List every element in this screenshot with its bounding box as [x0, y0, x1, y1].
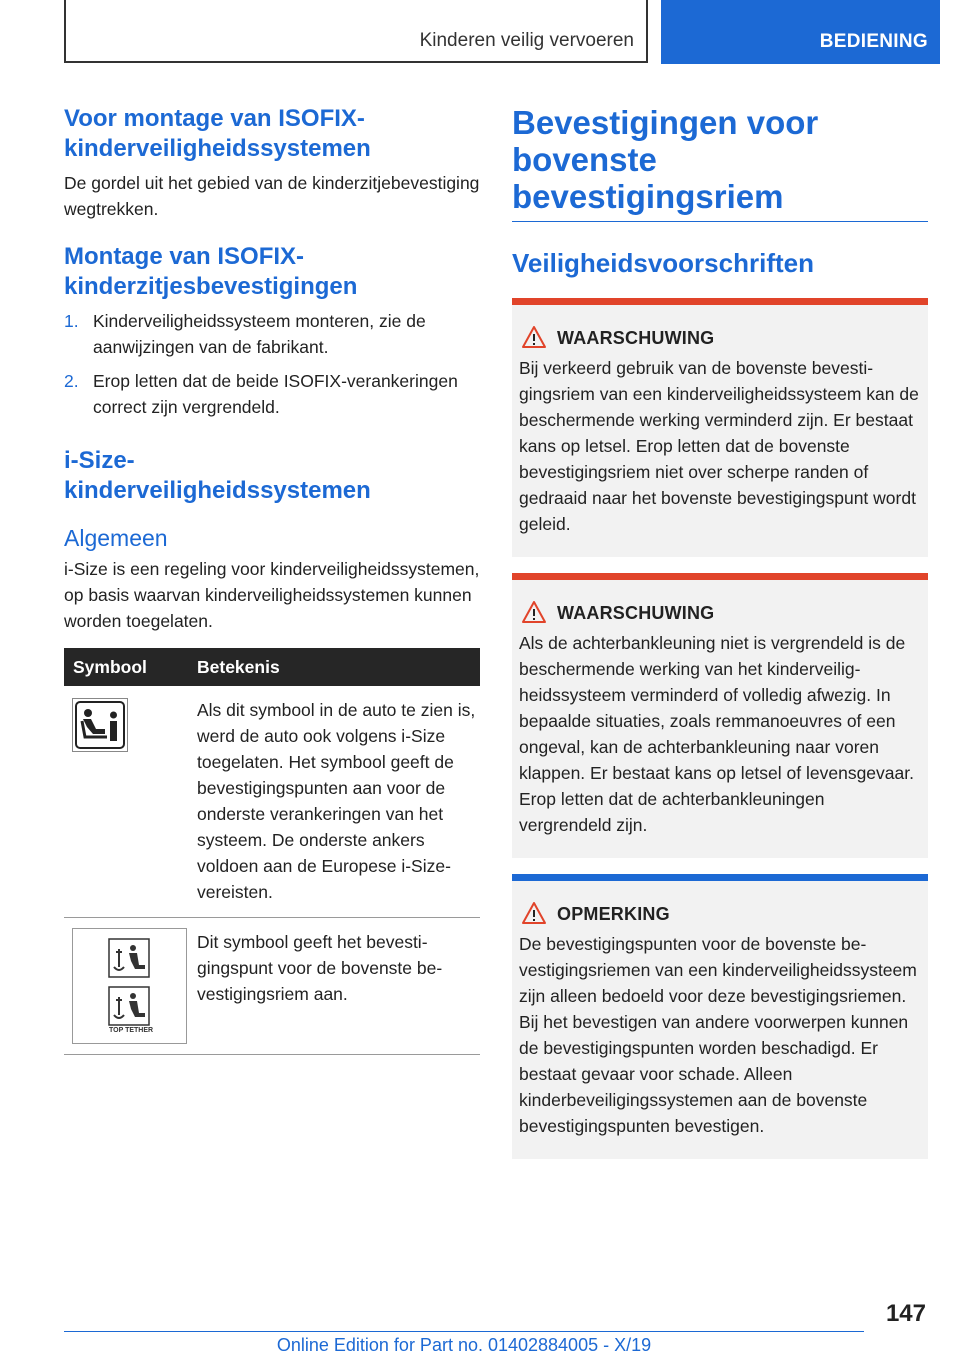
table-cell-meaning: Als dit symbool in de auto te zien is, werd de auto ook volgens i-Size toegelaten. Het symbool geeft de bevestigingspunten aan voor de onderste verankeringen van het systeem. De onderste ankers voldoen aan de Europese i-Size-vereisten.	[197, 700, 476, 902]
left-column	[64, 104, 480, 1055]
warning-triangle-icon	[521, 600, 547, 629]
callout-text: Bij verkeerd gebruik van de bovenste bevestigingsriem van een kinderveiligheidssysteem kan de beschermende werking verminderd zijn. Er bestaat kans op letsel. Erop letten dat de bovenste bevestigingsriem niet over scherpe randen of gedraaid naar het bovenste bevestigingspunt wordt geleid.	[519, 358, 919, 534]
chapter-tab-label: BEDIENING	[819, 31, 928, 52]
callout-label: OPMERKING	[557, 904, 670, 924]
callout-label: WAARSCHUWING	[557, 328, 715, 348]
right-column	[512, 104, 928, 1175]
step-text: Kinderveiligheidssysteem monteren, zie de aanwijzingen van de fabrikant.	[93, 311, 426, 357]
heading-general: Algemeen	[64, 525, 168, 551]
para-general: i-Size is een regeling voor kinderveiligheidssystemen, op basis waarvan kinderveiligheidssystemen kunnen worden toegelaten.	[64, 559, 480, 631]
table-cell-symbol	[64, 918, 188, 1044]
step-text: Erop letten dat de beide ISOFIX-verankeringen correct zijn vergrendeld.	[93, 371, 458, 417]
list-item	[64, 308, 480, 360]
callout-title	[512, 325, 928, 351]
callout-label: WAARSCHUWING	[557, 603, 715, 623]
top-tether-label: TOP TETHER	[109, 1027, 154, 1034]
col-header-meaning: Betekenis	[197, 657, 280, 677]
para-before-mount: De gordel uit het gebied van de kinderzitjebevestiging wegtrekken.	[64, 173, 480, 219]
step-number: 2.	[64, 371, 79, 391]
main-heading: Bevestigingen voor bovenste bevestigingsriem	[512, 104, 928, 222]
footer-divider	[64, 1331, 864, 1332]
symbol-table	[64, 648, 480, 1055]
table-row	[64, 918, 480, 1055]
page-number: 147	[885, 1300, 926, 1327]
mount-steps	[64, 308, 480, 420]
heading-before-mount: Voor montage van ISOFIX-kinderveiligheidssystemen	[64, 105, 371, 162]
list-item	[64, 368, 480, 420]
step-number: 1.	[64, 311, 79, 331]
warning-callout	[512, 573, 928, 858]
table-row	[64, 686, 480, 918]
table-cell-meaning: Dit symbool geeft het bevestigingspunt voor de bovenste bevestigingsriem aan.	[197, 932, 443, 1004]
header-section-box	[64, 0, 648, 63]
heading-mount: Montage van ISOFIX-kinderzitjesbevestigingen	[64, 243, 358, 300]
chapter-tab[interactable]	[661, 0, 940, 64]
col-header-symbol: Symbool	[73, 657, 147, 677]
note-callout	[512, 874, 928, 1159]
callout-text: Als de achterbankleuning niet is vergrendeld is de beschermende werking van het kinderveiligheidssysteem verminderd of volledig afwezig. In bepaalde situaties, zoals remmanoeuvres of een ongeval, kan de achterbankleuning naar voren klappen. Er bestaat kans op letsel of levensgevaar. Erop letten dat de achterbankleuningen vergrendeld zijn.	[519, 633, 914, 835]
heading-safety: Veiligheidsvoorschriften	[512, 248, 814, 278]
callout-text: De bevestigingspunten voor de bovenste bevestigingsriemen van een kinderveiligheidssysteem zijn alleen bedoeld voor deze bevestigingsriemen. Bij het bevestigen van andere voorwerpen kunnen de bevestigingspunten worden beschadigd. Er bestaat gevaar voor schade. Alleen kinderbeveiligingssystemen aan de bovenste bevestigingspunten bevestigen.	[519, 934, 917, 1136]
table-header	[64, 648, 480, 686]
callout-title	[512, 600, 928, 626]
warning-triangle-icon	[521, 901, 547, 930]
isofix-isize-icon	[72, 698, 128, 752]
table-cell-symbol	[64, 686, 188, 917]
section-title: Kinderen veilig vervoeren	[419, 30, 634, 51]
heading-isize: i-Size-kinderveiligheidssystemen	[64, 447, 371, 504]
top-tether-icon	[72, 928, 187, 1044]
warning-triangle-icon	[521, 325, 547, 354]
footer-edition[interactable]: Online Edition for Part no. 01402884005 - X/19	[276, 1335, 652, 1355]
callout-title	[512, 901, 928, 927]
warning-callout	[512, 298, 928, 557]
